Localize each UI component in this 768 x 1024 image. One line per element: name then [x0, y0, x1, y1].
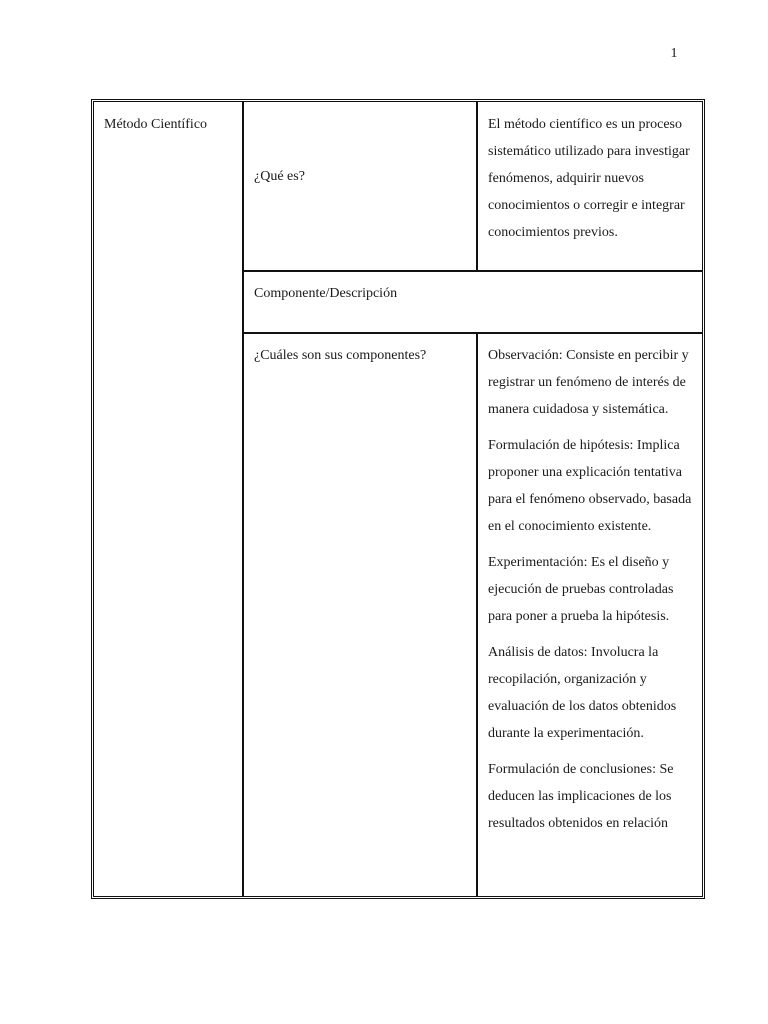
column-divider-left: [242, 102, 244, 896]
component-observation: Observación: Consiste en percibir y registrar un fenómeno de interés de manera cuidadosa y sistemática.: [488, 348, 689, 417]
component-experimentation: Experimentación: Es el diseño y ejecución de pruebas controladas para poner a prueba la hipótesis.: [488, 555, 674, 624]
column-divider-right: [476, 102, 478, 270]
component-data-analysis: Análisis de datos: Involucra la recopilación, organización y evaluación de los datos obtenidos durante la experimentación.: [488, 645, 677, 741]
component-hypothesis: Formulación de hipótesis: Implica proponer una explicación tentativa para el fenómeno observado, basada en el conocimiento existente.: [488, 438, 692, 534]
component-conclusions: Formulación de conclusiones: Se deducen las implicaciones de los resultados obtenidos en relación: [488, 762, 674, 831]
method-table: [91, 99, 705, 899]
column-divider-right-lower: [476, 334, 478, 896]
page-number: 1: [670, 46, 678, 61]
row-divider-2: [244, 332, 702, 334]
question-components-cell: ¿Cuáles son sus componentes?: [254, 348, 427, 363]
definition-cell: El método científico es un proceso sistemático utilizado para investigar fenómenos, adquirir nuevos conocimientos o corregir e integrar conocimientos previos.: [488, 117, 690, 240]
components-list: [488, 342, 698, 846]
topic-cell: Método Científico: [104, 117, 208, 132]
question-what-is-cell: ¿Qué es?: [254, 169, 305, 184]
row-divider-1: [244, 270, 702, 272]
component-description-header: Componente/Descripción: [254, 286, 398, 301]
